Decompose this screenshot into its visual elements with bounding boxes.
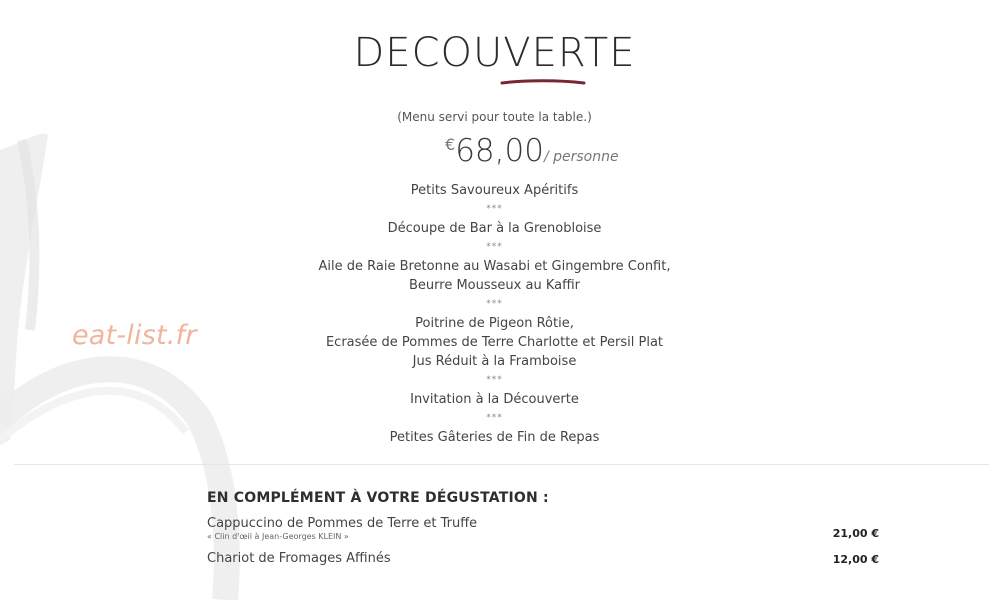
course-separator: *** [486,375,503,385]
course-line: Découpe de Bar à la Grenobloise [387,221,602,236]
extras-title: EN COMPLÉMENT À VOTRE DÉGUSTATION : [207,490,549,506]
extra-item-note: « Clin d'œil à Jean-Georges KLEIN » [207,532,349,541]
watermark-text: eat-list.fr [72,320,197,351]
extra-item [207,516,879,542]
section-divider [14,464,989,465]
course-line: Petites Gâteries de Fin de Repas [389,430,600,445]
course-list [0,181,989,447]
menu-subtitle: (Menu servi pour toute la table.) [397,110,592,124]
menu-price [445,133,619,169]
course-separator: *** [486,299,503,309]
price-currency: € [445,135,456,154]
price-unit: / personne [543,149,619,165]
course-line: Invitation à la Découverte [410,392,579,407]
price-amount: 68,00 [455,133,544,169]
course-line: Ecrasée de Pommes de Terre Charlotte et Persil Plat [325,335,664,350]
course-line: Aile de Raie Bretonne au Wasabi et Gingembre Confit, [318,259,671,274]
extra-item-name: Chariot de Fromages Affinés [207,551,391,566]
menu-title: DECOUVERTE [353,30,636,76]
course-line: Beurre Mousseux au Kaffir [409,278,580,293]
course-line: Poitrine de Pigeon Rôtie, [415,316,574,331]
extra-item-price: 12,00 € [832,553,879,566]
title-underline-stroke [500,78,586,88]
extra-item-name: Cappuccino de Pommes de Terre et Truffe [207,516,478,531]
extra-item [207,551,879,567]
course-separator: *** [486,413,503,423]
course-separator: *** [486,242,503,252]
extras-section [207,490,879,576]
course-line: Jus Réduit à la Framboise [412,354,577,369]
course-line: Petits Savoureux Apéritifs [410,183,579,198]
course-separator: *** [486,204,503,214]
extra-item-price: 21,00 € [832,527,879,540]
